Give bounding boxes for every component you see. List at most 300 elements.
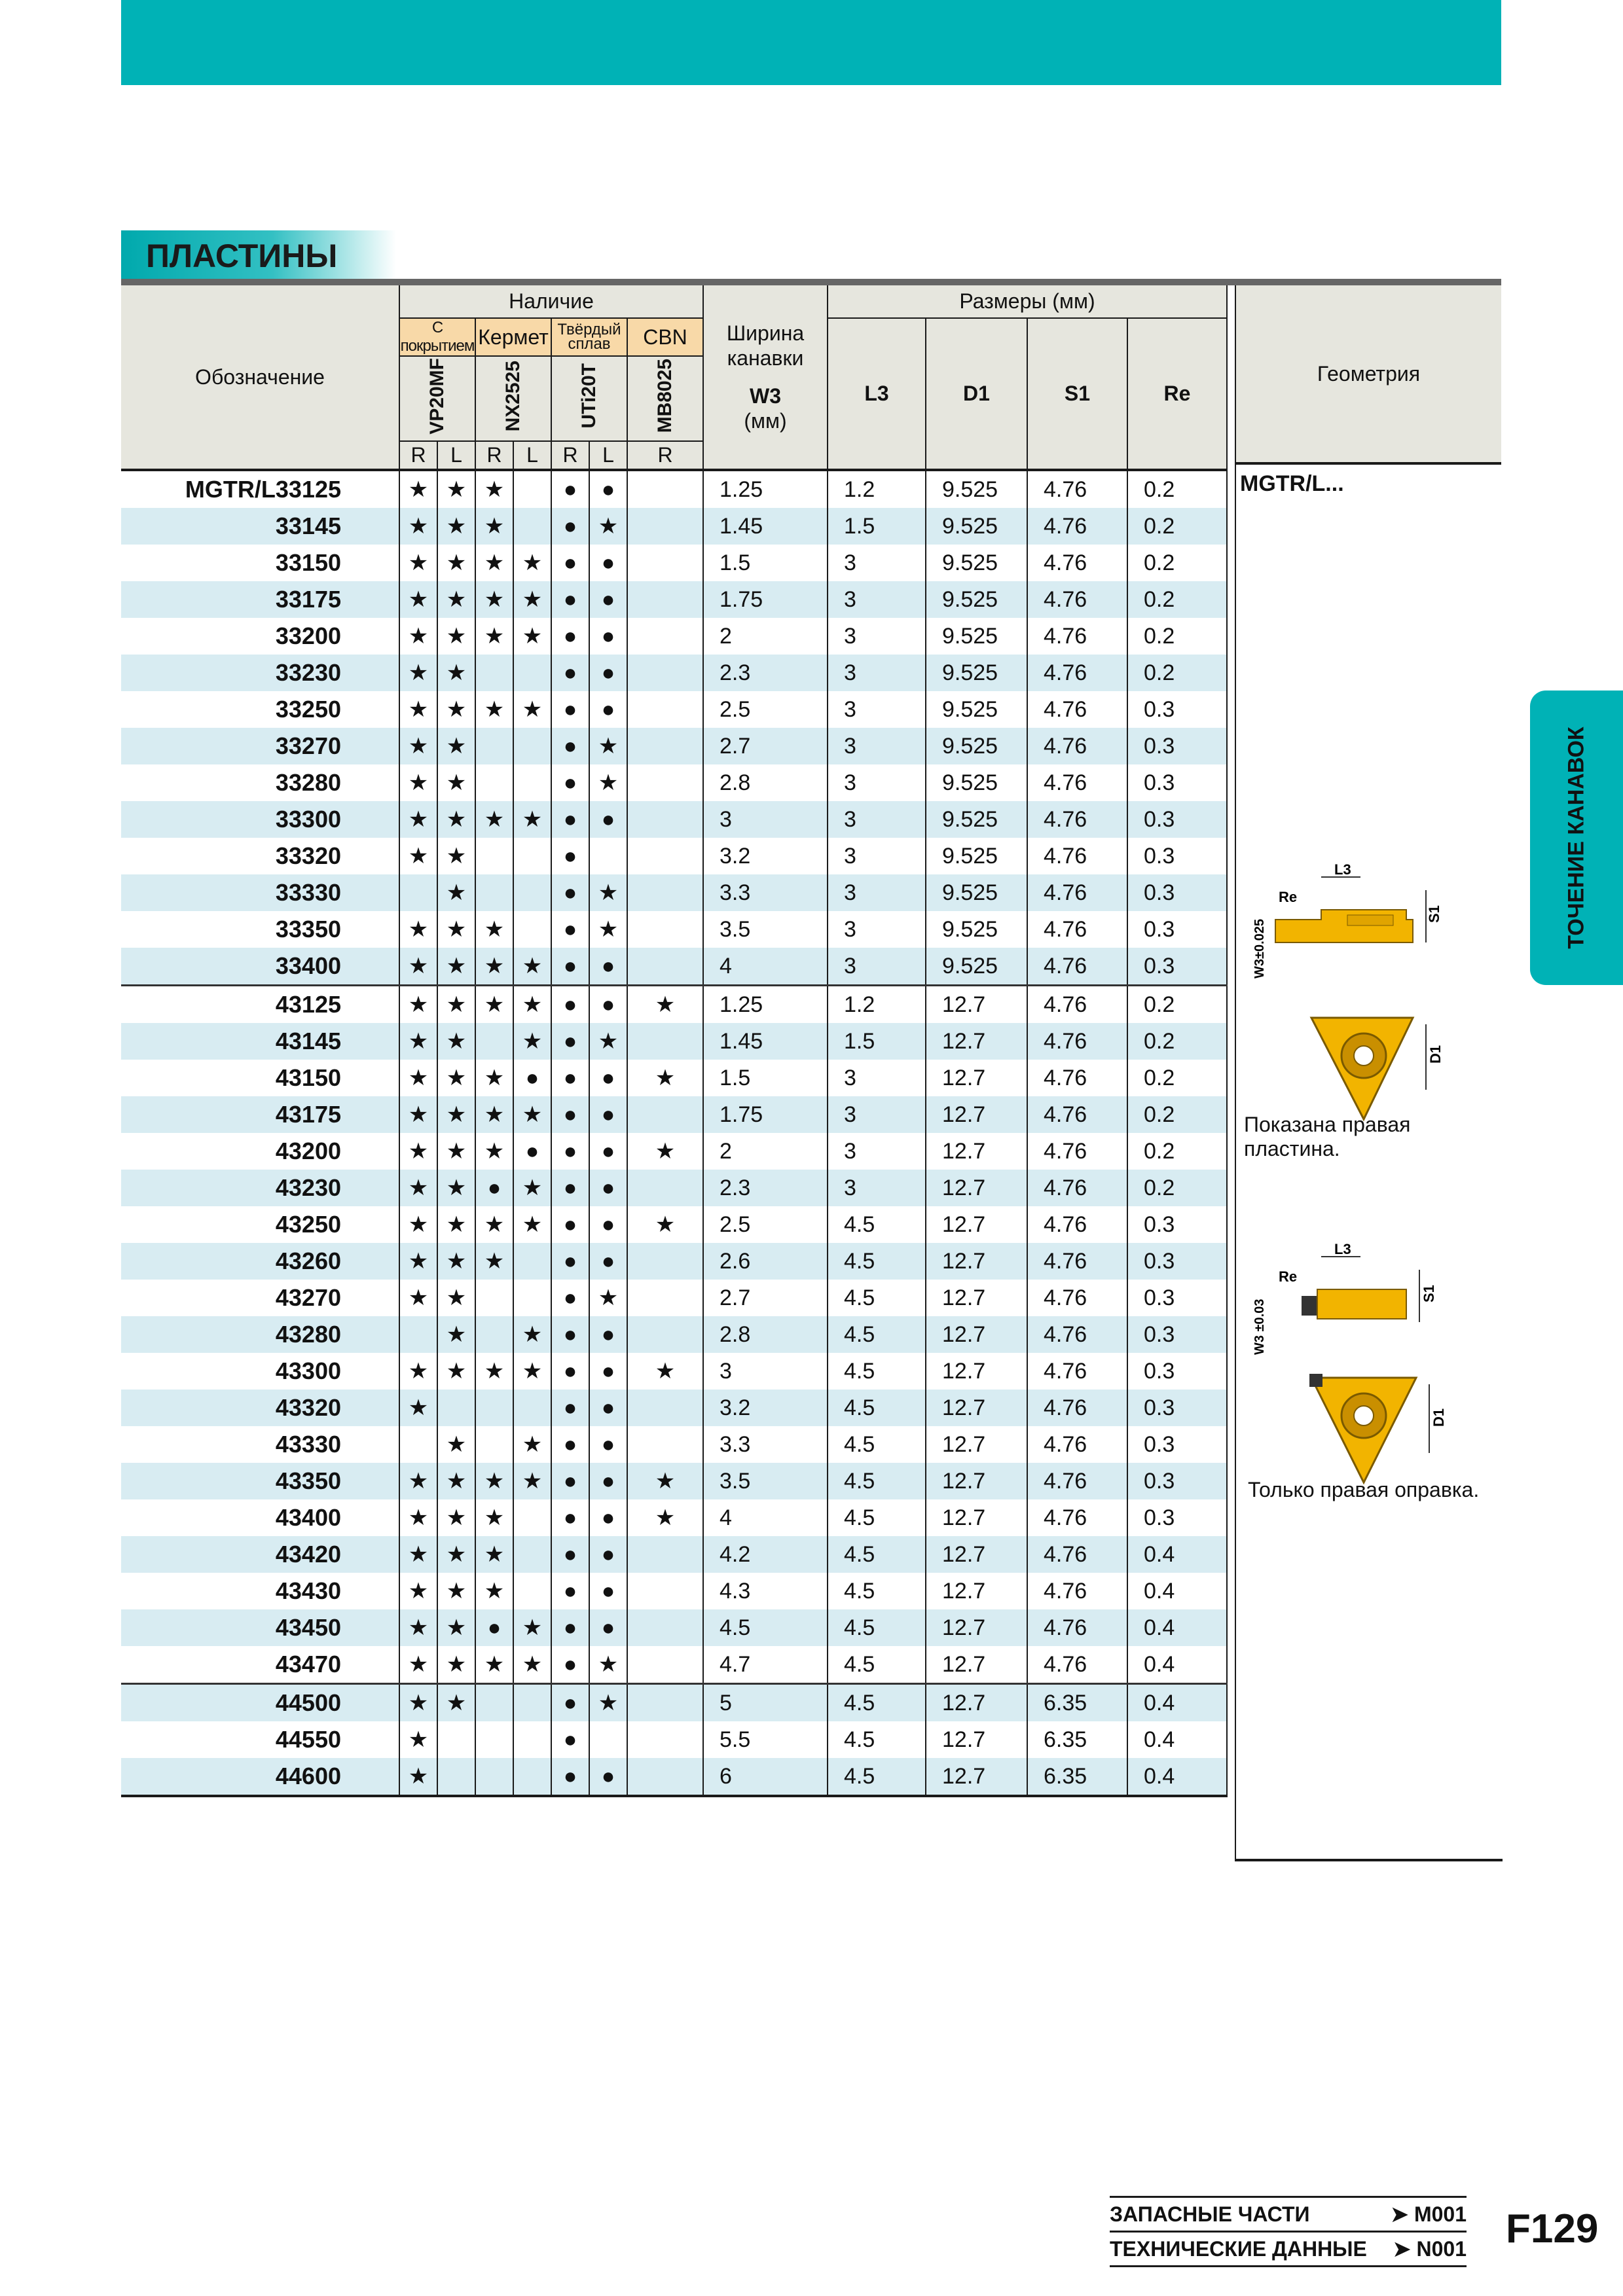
- hand-l: L: [437, 441, 475, 470]
- d1-cell: 12.7: [926, 1170, 1027, 1206]
- l3-cell: 4.5: [828, 1609, 926, 1646]
- re-cell: 0.2: [1127, 470, 1227, 508]
- svg-text:W3±0.025: W3±0.025: [1252, 918, 1267, 978]
- availability-cell: ★: [437, 1426, 475, 1463]
- availability-cell: ★: [475, 1353, 513, 1390]
- availability-cell: [475, 1280, 513, 1316]
- availability-cell: [627, 801, 703, 838]
- designation-cell: MGTR/L33125: [121, 470, 399, 508]
- availability-cell: ●: [551, 655, 589, 691]
- availability-cell: ★: [589, 1646, 627, 1684]
- availability-cell: ★: [399, 1390, 437, 1426]
- availability-cell: [627, 948, 703, 986]
- re-cell: 0.2: [1127, 1133, 1227, 1170]
- groove-width-cell: 3.3: [703, 874, 828, 911]
- grade-mb8025: MB8025: [627, 356, 703, 441]
- availability-cell: ★: [437, 911, 475, 948]
- re-cell: 0.2: [1127, 618, 1227, 655]
- designation-cell: 43230: [121, 1170, 399, 1206]
- groove-width-cell: 2.6: [703, 1243, 828, 1280]
- re-cell: 0.3: [1127, 1316, 1227, 1353]
- availability-cell: [513, 1243, 551, 1280]
- re-cell: 0.3: [1127, 1280, 1227, 1316]
- top-banner: [121, 0, 1501, 85]
- s1-cell: 4.76: [1027, 1499, 1127, 1536]
- table-row: [121, 986, 1227, 1024]
- d1-cell: 9.525: [926, 911, 1027, 948]
- availability-cell: [513, 764, 551, 801]
- table-row: [121, 1758, 1227, 1796]
- s1-cell: 4.76: [1027, 838, 1127, 874]
- geometry-column: [1235, 465, 1503, 1861]
- s1-cell: 4.76: [1027, 545, 1127, 581]
- availability-cell: [627, 1721, 703, 1758]
- s1-cell: 4.76: [1027, 1353, 1127, 1390]
- designation-cell: 33175: [121, 581, 399, 618]
- s1-cell: 4.76: [1027, 728, 1127, 764]
- availability-cell: ★: [437, 801, 475, 838]
- s1-cell: 4.76: [1027, 618, 1127, 655]
- availability-cell: [627, 911, 703, 948]
- availability-cell: ★: [437, 618, 475, 655]
- designation-cell: 33250: [121, 691, 399, 728]
- header-designation: Обозначение: [121, 285, 399, 470]
- availability-cell: ★: [437, 655, 475, 691]
- availability-cell: ★: [399, 1243, 437, 1280]
- availability-cell: ●: [551, 838, 589, 874]
- s1-cell: 4.76: [1027, 1243, 1127, 1280]
- l3-cell: 3: [828, 1096, 926, 1133]
- groove-width-cell: 2: [703, 618, 828, 655]
- availability-cell: ★: [437, 545, 475, 581]
- availability-cell: [627, 691, 703, 728]
- availability-cell: ★: [513, 1426, 551, 1463]
- availability-cell: [513, 728, 551, 764]
- re-cell: 0.2: [1127, 581, 1227, 618]
- availability-cell: ★: [399, 1463, 437, 1499]
- l3-cell: 1.2: [828, 470, 926, 508]
- availability-cell: ●: [551, 1721, 589, 1758]
- availability-cell: ★: [399, 1758, 437, 1796]
- availability-cell: ★: [399, 581, 437, 618]
- table-row: [121, 1573, 1227, 1609]
- availability-cell: ★: [437, 1170, 475, 1206]
- re-cell: 0.2: [1127, 1060, 1227, 1096]
- availability-cell: ●: [589, 1609, 627, 1646]
- designation-cell: 33330: [121, 874, 399, 911]
- table-row: [121, 874, 1227, 911]
- availability-cell: ★: [589, 728, 627, 764]
- availability-cell: ●: [589, 581, 627, 618]
- availability-cell: ●: [589, 1353, 627, 1390]
- availability-cell: ★: [437, 986, 475, 1024]
- availability-cell: ●: [589, 545, 627, 581]
- groove-width-cell: 1.45: [703, 508, 828, 545]
- availability-cell: ●: [551, 581, 589, 618]
- availability-cell: [627, 874, 703, 911]
- availability-cell: ★: [399, 545, 437, 581]
- hand-r: R: [551, 441, 589, 470]
- availability-cell: [627, 470, 703, 508]
- table-row: [121, 1096, 1227, 1133]
- availability-cell: ●: [589, 1573, 627, 1609]
- mat-coated: С покрытием: [400, 319, 475, 355]
- table-row: [121, 1060, 1227, 1096]
- availability-cell: ★: [589, 1023, 627, 1060]
- re-cell: 0.2: [1127, 1170, 1227, 1206]
- availability-cell: [627, 1609, 703, 1646]
- availability-cell: ●: [551, 545, 589, 581]
- availability-cell: [437, 1758, 475, 1796]
- grade-vp20mf: VP20MF: [399, 356, 475, 441]
- availability-cell: [513, 470, 551, 508]
- re-cell: 0.4: [1127, 1536, 1227, 1573]
- availability-cell: ●: [589, 1758, 627, 1796]
- re-cell: 0.3: [1127, 1426, 1227, 1463]
- designation-cell: 43350: [121, 1463, 399, 1499]
- groove-width-cell: 2.8: [703, 1316, 828, 1353]
- d1-cell: 9.525: [926, 764, 1027, 801]
- groove-width-cell: 4: [703, 1499, 828, 1536]
- table-row: [121, 728, 1227, 764]
- availability-cell: ●: [551, 1758, 589, 1796]
- s1-cell: 4.76: [1027, 1646, 1127, 1684]
- availability-cell: ●: [513, 1133, 551, 1170]
- d1-cell: 9.525: [926, 874, 1027, 911]
- groove-width-cell: 2.7: [703, 728, 828, 764]
- d1-cell: 9.525: [926, 655, 1027, 691]
- availability-cell: [475, 1023, 513, 1060]
- availability-cell: [513, 1536, 551, 1573]
- availability-cell: ●: [589, 1243, 627, 1280]
- availability-cell: ●: [589, 1170, 627, 1206]
- availability-cell: ★: [627, 1463, 703, 1499]
- svg-text:D1: D1: [1431, 1408, 1447, 1427]
- d1-cell: 9.525: [926, 728, 1027, 764]
- availability-cell: ●: [551, 691, 589, 728]
- re-cell: 0.4: [1127, 1646, 1227, 1684]
- availability-cell: ●: [589, 1316, 627, 1353]
- availability-cell: ★: [399, 1609, 437, 1646]
- s1-cell: 4.76: [1027, 1133, 1127, 1170]
- l3-cell: 1.2: [828, 986, 926, 1024]
- availability-cell: ★: [437, 1243, 475, 1280]
- s1-cell: 4.76: [1027, 508, 1127, 545]
- table-row: [121, 545, 1227, 581]
- availability-cell: ★: [589, 508, 627, 545]
- availability-cell: ★: [437, 581, 475, 618]
- s1-cell: 4.76: [1027, 986, 1127, 1024]
- availability-cell: ●: [551, 1353, 589, 1390]
- table-row: [121, 655, 1227, 691]
- availability-cell: ★: [399, 1499, 437, 1536]
- table-row: [121, 764, 1227, 801]
- availability-cell: ●: [551, 470, 589, 508]
- triangle-insert-2-icon: [1302, 1365, 1498, 1496]
- hand-r: R: [475, 441, 513, 470]
- availability-cell: ●: [589, 1133, 627, 1170]
- availability-cell: ●: [475, 1170, 513, 1206]
- availability-cell: ★: [627, 1206, 703, 1243]
- availability-cell: [513, 911, 551, 948]
- s1-cell: 4.76: [1027, 1609, 1127, 1646]
- s1-cell: 4.76: [1027, 655, 1127, 691]
- availability-cell: [475, 1426, 513, 1463]
- table-row: [121, 1170, 1227, 1206]
- l3-cell: 4.5: [828, 1573, 926, 1609]
- designation-cell: 33230: [121, 655, 399, 691]
- l3-cell: 1.5: [828, 1023, 926, 1060]
- availability-cell: ★: [399, 1096, 437, 1133]
- availability-cell: [475, 728, 513, 764]
- availability-cell: [627, 1316, 703, 1353]
- svg-text:L3: L3: [1334, 864, 1351, 878]
- availability-cell: ★: [513, 618, 551, 655]
- availability-cell: [627, 618, 703, 655]
- re-cell: 0.3: [1127, 728, 1227, 764]
- re-cell: 0.3: [1127, 1353, 1227, 1390]
- availability-cell: ★: [437, 1573, 475, 1609]
- availability-cell: ★: [475, 1096, 513, 1133]
- availability-cell: ●: [551, 764, 589, 801]
- l3-cell: 3: [828, 801, 926, 838]
- l3-cell: 3: [828, 764, 926, 801]
- arrow-icon: ➤ M001: [1391, 2202, 1467, 2226]
- availability-cell: ★: [399, 801, 437, 838]
- availability-cell: [513, 838, 551, 874]
- re-cell: 0.3: [1127, 764, 1227, 801]
- availability-cell: ★: [513, 691, 551, 728]
- availability-cell: ★: [475, 1536, 513, 1573]
- table-row: [121, 1536, 1227, 1573]
- table-row: [121, 1243, 1227, 1280]
- table-row: [121, 838, 1227, 874]
- availability-cell: ★: [437, 728, 475, 764]
- availability-cell: ★: [399, 508, 437, 545]
- availability-cell: ★: [437, 1133, 475, 1170]
- availability-cell: ●: [589, 1060, 627, 1096]
- groove-width-cell: 2.3: [703, 655, 828, 691]
- availability-cell: ★: [513, 948, 551, 986]
- availability-cell: ●: [589, 1206, 627, 1243]
- table-row: [121, 1463, 1227, 1499]
- mat-cermet: Кермет: [475, 318, 551, 356]
- availability-cell: ★: [399, 1133, 437, 1170]
- availability-cell: ★: [475, 545, 513, 581]
- groove-width-cell: 1.45: [703, 1023, 828, 1060]
- availability-cell: ★: [513, 1353, 551, 1390]
- designation-cell: 33400: [121, 948, 399, 986]
- designation-cell: 43145: [121, 1023, 399, 1060]
- availability-cell: ★: [475, 691, 513, 728]
- availability-cell: ★: [475, 1463, 513, 1499]
- table-row: [121, 508, 1227, 545]
- availability-cell: ●: [551, 1170, 589, 1206]
- d1-cell: 9.525: [926, 618, 1027, 655]
- availability-cell: ●: [551, 1096, 589, 1133]
- d1-cell: 9.525: [926, 545, 1027, 581]
- groove-width-cell: 5: [703, 1684, 828, 1722]
- d1-cell: 9.525: [926, 838, 1027, 874]
- table-row: [121, 1721, 1227, 1758]
- availability-cell: [627, 1170, 703, 1206]
- availability-cell: ●: [551, 1536, 589, 1573]
- d1-cell: 12.7: [926, 1426, 1027, 1463]
- groove-width-cell: 1.25: [703, 470, 828, 508]
- availability-cell: ●: [589, 1390, 627, 1426]
- groove-width-cell: 3.2: [703, 838, 828, 874]
- s1-cell: 4.76: [1027, 874, 1127, 911]
- availability-cell: [513, 1684, 551, 1722]
- table-row: [121, 948, 1227, 986]
- availability-cell: ★: [399, 1684, 437, 1722]
- s1-cell: 4.76: [1027, 1280, 1127, 1316]
- d1-cell: 12.7: [926, 1353, 1027, 1390]
- availability-cell: ●: [551, 618, 589, 655]
- availability-cell: ★: [513, 1316, 551, 1353]
- availability-cell: ★: [399, 1023, 437, 1060]
- availability-cell: ★: [399, 655, 437, 691]
- l3-cell: 3: [828, 1170, 926, 1206]
- re-cell: 0.2: [1127, 545, 1227, 581]
- hand-l: L: [513, 441, 551, 470]
- l3-cell: 3: [828, 948, 926, 986]
- availability-cell: ★: [437, 1684, 475, 1722]
- d1-cell: 12.7: [926, 1060, 1027, 1096]
- availability-cell: [475, 1721, 513, 1758]
- re-cell: 0.2: [1127, 655, 1227, 691]
- availability-cell: [627, 1390, 703, 1426]
- availability-cell: ●: [551, 948, 589, 986]
- d1-cell: 12.7: [926, 1684, 1027, 1722]
- l3-cell: 4.5: [828, 1353, 926, 1390]
- availability-cell: ★: [475, 1573, 513, 1609]
- designation-cell: 43430: [121, 1573, 399, 1609]
- header-groove-width: Ширина канавки W3 (мм): [703, 285, 828, 470]
- availability-cell: [513, 874, 551, 911]
- insert-side-view-2-icon: [1249, 1244, 1498, 1374]
- availability-cell: ★: [513, 1463, 551, 1499]
- side-tab-grooving[interactable]: [1530, 691, 1623, 985]
- designation-cell: 43200: [121, 1133, 399, 1170]
- link-tech-data[interactable]: ТЕХНИЧЕСКИЕ ДАННЫЕ ➤ N001: [1110, 2231, 1467, 2267]
- re-cell: 0.3: [1127, 948, 1227, 986]
- availability-cell: ●: [589, 691, 627, 728]
- d1-cell: 12.7: [926, 1096, 1027, 1133]
- availability-cell: [627, 1096, 703, 1133]
- re-cell: 0.3: [1127, 1463, 1227, 1499]
- availability-cell: ★: [475, 911, 513, 948]
- groove-width-cell: 3.5: [703, 911, 828, 948]
- availability-cell: [437, 1721, 475, 1758]
- d1-cell: 12.7: [926, 1721, 1027, 1758]
- availability-cell: ★: [437, 1353, 475, 1390]
- header-availability: Наличие: [399, 285, 703, 318]
- table-row: [121, 1609, 1227, 1646]
- availability-cell: ★: [399, 1206, 437, 1243]
- availability-cell: ●: [589, 655, 627, 691]
- availability-cell: ★: [627, 1060, 703, 1096]
- l3-cell: 3: [828, 545, 926, 581]
- re-cell: 0.2: [1127, 1023, 1227, 1060]
- availability-cell: ★: [589, 1280, 627, 1316]
- link-spare-parts[interactable]: ЗАПАСНЫЕ ЧАСТИ ➤ M001: [1110, 2196, 1467, 2231]
- designation-cell: 43260: [121, 1243, 399, 1280]
- availability-cell: ★: [399, 1646, 437, 1684]
- s1-cell: 4.76: [1027, 1170, 1127, 1206]
- availability-cell: [513, 1499, 551, 1536]
- l3-cell: 3: [828, 581, 926, 618]
- l3-cell: 3: [828, 728, 926, 764]
- l3-cell: 4.5: [828, 1463, 926, 1499]
- designation-cell: 43330: [121, 1426, 399, 1463]
- s1-cell: 4.76: [1027, 581, 1127, 618]
- side-tab-label: ТОЧЕНИЕ КАНАВОК: [1563, 726, 1589, 949]
- availability-cell: ★: [513, 545, 551, 581]
- l3-cell: 3: [828, 1060, 926, 1096]
- availability-cell: ●: [589, 801, 627, 838]
- availability-cell: ●: [551, 1133, 589, 1170]
- availability-cell: ★: [513, 1096, 551, 1133]
- d1-cell: 9.525: [926, 948, 1027, 986]
- table-row: [121, 1316, 1227, 1353]
- table-row: [121, 1023, 1227, 1060]
- availability-cell: ★: [437, 470, 475, 508]
- availability-cell: ★: [437, 948, 475, 986]
- availability-cell: ★: [475, 618, 513, 655]
- l3-cell: 3: [828, 874, 926, 911]
- table-row: [121, 1206, 1227, 1243]
- s1-cell: 4.76: [1027, 470, 1127, 508]
- d1-cell: 12.7: [926, 1758, 1027, 1796]
- s1-cell: 4.76: [1027, 948, 1127, 986]
- groove-width-cell: 5.5: [703, 1721, 828, 1758]
- svg-text:Re: Re: [1279, 889, 1298, 905]
- table-body: [121, 470, 1227, 1796]
- s1-cell: 6.35: [1027, 1758, 1127, 1796]
- l3-cell: 3: [828, 655, 926, 691]
- hand-l: L: [589, 441, 627, 470]
- s1-cell: 4.76: [1027, 1463, 1127, 1499]
- availability-cell: [627, 728, 703, 764]
- availability-cell: ★: [589, 911, 627, 948]
- l3-cell: 4.5: [828, 1721, 926, 1758]
- availability-cell: [475, 655, 513, 691]
- availability-cell: [399, 874, 437, 911]
- availability-cell: ★: [475, 1060, 513, 1096]
- availability-cell: ★: [627, 1499, 703, 1536]
- designation-cell: 43400: [121, 1499, 399, 1536]
- availability-cell: ★: [399, 1536, 437, 1573]
- groove-width-cell: 4.2: [703, 1536, 828, 1573]
- availability-cell: ★: [475, 1499, 513, 1536]
- availability-cell: [627, 1758, 703, 1796]
- availability-cell: [627, 545, 703, 581]
- s1-cell: 4.76: [1027, 1390, 1127, 1426]
- availability-cell: ●: [551, 1684, 589, 1722]
- section-title: [121, 230, 396, 280]
- availability-cell: ★: [475, 470, 513, 508]
- designation-cell: 43250: [121, 1206, 399, 1243]
- d1-cell: 12.7: [926, 1499, 1027, 1536]
- svg-text:L3: L3: [1334, 1244, 1351, 1257]
- availability-cell: ★: [399, 1060, 437, 1096]
- s1-cell: 4.76: [1027, 1536, 1127, 1573]
- re-cell: 0.2: [1127, 508, 1227, 545]
- availability-cell: [437, 1390, 475, 1426]
- re-cell: 0.4: [1127, 1609, 1227, 1646]
- groove-width-cell: 2.7: [703, 1280, 828, 1316]
